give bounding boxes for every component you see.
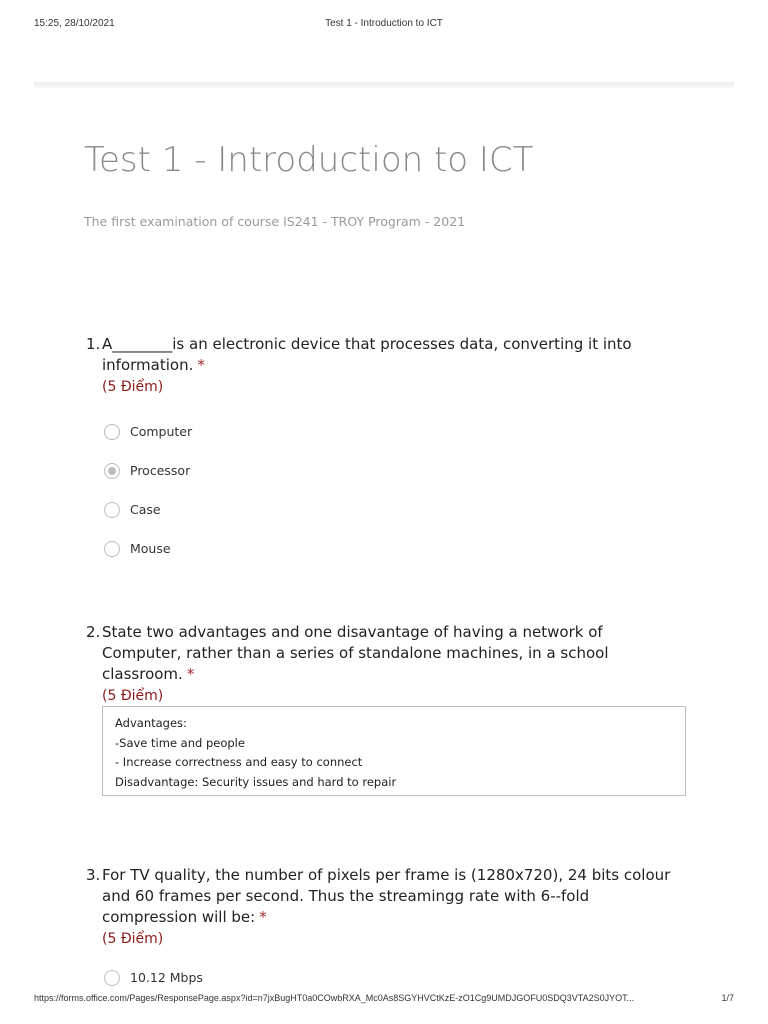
answer-line: Advantages:	[115, 716, 187, 730]
print-datetime: 15:25, 28/10/2021	[34, 18, 115, 29]
print-page-number: 1/7	[721, 993, 734, 1003]
answer-line: Disadvantage: Security issues and hard to repair	[115, 774, 397, 789]
question-text	[102, 865, 686, 928]
form-subtitle: The first examination of course IS241 - TROY Program - 2021	[84, 214, 466, 229]
print-header	[0, 18, 768, 32]
option-list	[104, 958, 686, 997]
option-label: 10.12 Mbps	[130, 970, 203, 985]
question-points: (5 Điểm)	[102, 688, 164, 704]
question-points: (5 Điểm)	[102, 931, 164, 947]
radio-button[interactable]	[104, 970, 120, 986]
required-marker: *	[197, 356, 205, 374]
form-header-divider	[34, 82, 734, 88]
radio-button[interactable]	[104, 424, 120, 440]
print-url: https://forms.office.com/Pages/ResponsePage.aspx?id=n7jxBugHT0a0COwbRXA_Mc0As8SGYHVCtKzE-zO1Cg9UMDJGOFU0SDQ3VTA2S0JYOT...	[34, 993, 635, 1003]
question-3-title	[86, 865, 686, 928]
answer-line: - Increase correctness and easy to connect	[115, 755, 363, 769]
form-title: Test 1 - Introduction to ICT	[84, 140, 534, 180]
question-text	[102, 334, 686, 376]
option-computer[interactable]	[104, 412, 686, 451]
question-1	[86, 334, 686, 568]
option-list	[104, 412, 686, 568]
option-label: Mouse	[130, 541, 171, 556]
option-10-12-mbps[interactable]	[104, 958, 686, 997]
question-number: 1.	[86, 335, 101, 353]
option-label: Case	[130, 502, 161, 517]
print-page-title: Test 1 - Introduction to ICT	[325, 18, 443, 29]
question-1-title	[86, 334, 686, 376]
question-number: 3.	[86, 866, 101, 884]
answer-line: -Save time and people	[115, 735, 245, 750]
option-processor[interactable]	[104, 451, 686, 490]
radio-button[interactable]	[104, 502, 120, 518]
question-2-title	[86, 622, 686, 685]
question-text-content: For TV quality, the number of pixels per frame is (1280x720), 24 bits colour and 60 frames per second. Thus the streamingg rate with 6--fold compression will be:	[102, 866, 671, 926]
required-marker: *	[186, 665, 195, 683]
question-text-content: A________is an electronic device that processes data, converting it into information.	[102, 335, 632, 374]
question-2	[86, 622, 686, 707]
radio-button[interactable]	[104, 541, 120, 557]
question-3	[86, 865, 686, 997]
radio-button-selected[interactable]	[104, 463, 120, 479]
question-text-content: State two advantages and one disavantage of having a network of Computer, rather than a series of standalone machines, in a school classroom.	[102, 623, 609, 683]
question-number: 2.	[86, 623, 101, 641]
option-label: Computer	[130, 424, 193, 439]
option-label: Processor	[130, 463, 191, 478]
option-mouse[interactable]	[104, 529, 686, 568]
option-case[interactable]	[104, 490, 686, 529]
required-marker: *	[259, 908, 267, 926]
question-text	[102, 622, 686, 685]
print-footer	[0, 993, 768, 1007]
answer-textarea[interactable]	[102, 706, 686, 796]
question-points: (5 Điểm)	[102, 379, 164, 395]
